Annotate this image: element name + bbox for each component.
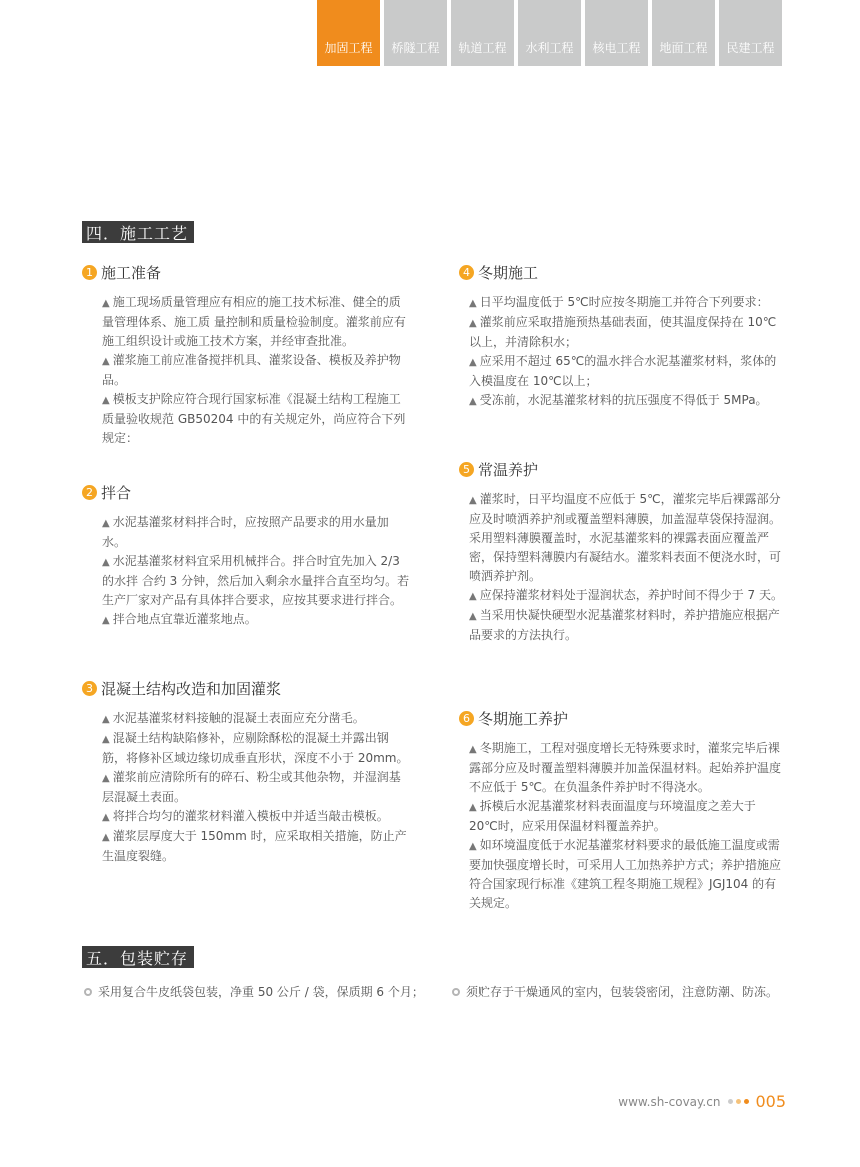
triangle-icon: ▲ [469,611,477,622]
triangle-icon: ▲ [102,734,110,745]
block-heading [82,678,412,699]
block-items [459,293,784,411]
block-1-preparation [82,262,412,448]
list-item: ▲ 受冻前，水泥基灌浆材料的抗压强度不得低于 5MPa。 [469,393,768,407]
block-title: 常温养护 [478,461,539,479]
list-item: ▲ 如环境温度低于水泥基灌浆材料要求的最低施工温度或需要加快强度增长时，可采用人工加热养护方式；养护措施应符合国家现行标准《建筑工程冬期施工规程》JGJ104 的有关规定。 [469,838,782,910]
block-2-mixing [82,482,412,630]
block-title: 拌合 [101,484,132,502]
block-heading [459,262,784,283]
triangle-icon: ▲ [102,395,110,406]
list-item: ▲ 灌浆前应采取措施预热基础表面，使其温度保持在 10℃以上，并清除积水； [469,315,777,349]
triangle-icon: ▲ [102,812,110,823]
storage-text: 须贮存于干燥通风的室内，包装袋密闭，注意防潮、防冻。 [466,985,779,999]
list-item: ▲ 应保持灌浆材料处于湿润状态，养护时间不得少于 7 天。 [469,588,783,602]
triangle-icon: ▲ [469,396,477,407]
triangle-icon: ▲ [469,744,477,755]
number-badge: 5 [459,462,474,477]
triangle-icon: ▲ [102,714,110,725]
section-title-packaging [82,946,194,968]
list-item: ▲ 日平均温度低于 5℃时应按冬期施工并符合下列要求： [469,295,769,309]
block-6-winter-curing [459,708,784,913]
triangle-icon: ▲ [102,832,110,843]
triangle-icon: ▲ [469,357,477,368]
packaging-left [84,983,424,1000]
tab-nuclear[interactable]: 核电工程 [585,0,648,66]
dot-icon [744,1099,749,1104]
triangle-icon: ▲ [102,557,110,568]
packaging-text: 采用复合牛皮纸袋包装，净重 50 公斤 / 袋，保质期 6 个月； [98,985,424,999]
list-item: ▲ 灌浆层厚度大于 150mm 时，应采取相关措施，防止产生温度裂缝。 [102,829,407,863]
list-item: ▲ 水泥基灌浆材料拌合时，应按照产品要求的用水量加水。 [102,515,389,549]
block-heading [459,708,784,729]
section-title-construction [82,221,194,243]
block-items [82,709,412,866]
number-badge: 6 [459,711,474,726]
website-link[interactable]: www.sh-covay.cn [618,1094,721,1109]
list-item: ▲ 灌浆施工前应准备搅拌机具、灌浆设备、模板及养护物品。 [102,353,401,387]
tab-water[interactable]: 水利工程 [518,0,581,66]
top-tab-bar [317,0,782,66]
block-items [459,739,784,913]
tab-reinforcement[interactable]: 加固工程 [317,0,380,66]
list-item: ▲ 当采用快凝快硬型水泥基灌浆材料时，养护措施应根据产品要求的方法执行。 [469,608,780,642]
dot-icon [736,1099,741,1104]
block-items [82,293,412,448]
section-title-text: 四．施工工艺 [86,223,189,243]
number-badge: 4 [459,265,474,280]
section-title-text: 五．包装贮存 [86,948,189,968]
triangle-icon: ▲ [469,495,477,506]
triangle-icon: ▲ [469,802,477,813]
block-title: 冬期施工养护 [478,710,569,728]
list-item: ▲ 水泥基灌浆材料宜采用机械拌合。拌合时宜先加入 2/3 的水拌 合约 3 分钟，然后加入剩余水量拌合直至均匀。若生产厂家对产品有具体拌合要求，应按其要求进行拌合。 [102,554,410,607]
list-item: ▲ 拆模后水泥基灌浆材料表面温度与环境温度之差大于 20℃时，应采用保温材料覆盖养护。 [469,799,756,833]
triangle-icon: ▲ [102,356,110,367]
block-5-normal-curing [459,459,784,645]
list-item: ▲ 灌浆时，日平均温度不应低于 5℃，灌浆完毕后裸露部分应及时喷洒养护剂或覆盖塑料薄膜，加盖湿草袋保持湿润。采用塑料薄膜覆盖时，水泥基灌浆料的裸露表面应覆盖严密，保持塑料薄膜内有凝结水。灌浆料表面不便浇水时，可喷洒养护剂。 [469,492,782,583]
triangle-icon: ▲ [469,318,477,329]
list-item: ▲ 模板支护除应符合现行国家标准《混凝土结构工程施工质量验收规范 GB50204 中的有关规定外，尚应符合下列规定： [102,392,406,445]
triangle-icon: ▲ [469,591,477,602]
block-heading [82,482,412,503]
block-heading [459,459,784,480]
packaging-right [452,983,778,1000]
list-item: ▲ 混凝土结构缺陷修补，应剔除酥松的混凝土并露出钢筋，将修补区域边缘切成垂直形状，深度不小于 20mm。 [102,731,409,765]
block-4-winter-construction [459,262,784,411]
triangle-icon: ▲ [102,298,110,309]
page-number: 005 [755,1092,786,1111]
triangle-icon: ▲ [102,615,110,626]
tab-rail[interactable]: 轨道工程 [451,0,514,66]
block-title: 冬期施工 [478,264,539,282]
list-item: ▲ 冬期施工，工程对强度增长无特殊要求时，灌浆完毕后裸露部分应及时覆盖塑料薄膜并加盖保温材料。起始养护温度不应低于 5℃。在负温条件养护时不得浇水。 [469,741,782,794]
number-badge: 2 [82,485,97,500]
tab-bridge-tunnel[interactable]: 桥隧工程 [384,0,447,66]
list-item: ▲ 施工现场质量管理应有相应的施工技术标准、健全的质量管理体系、施工质 量控制和质量检验制度。灌浆前应有施工组织设计或施工技术方案，并经审查批准。 [102,295,406,348]
block-items [459,490,784,645]
block-title: 混凝土结构改造和加固灌浆 [101,680,282,698]
triangle-icon: ▲ [469,841,477,852]
list-item: ▲ 将拌合均匀的灌浆材料灌入模板中并适当敲击模板。 [102,809,389,823]
bullet-ring-icon [84,988,92,996]
number-badge: 1 [82,265,97,280]
triangle-icon: ▲ [469,298,477,309]
tab-ground[interactable]: 地面工程 [652,0,715,66]
list-item: ▲ 灌浆前应清除所有的碎石、粉尘或其他杂物，并湿润基层混凝土表面。 [102,770,401,804]
block-3-structural-grouting [82,678,412,866]
list-item: ▲ 水泥基灌浆材料接触的混凝土表面应充分凿毛。 [102,711,365,725]
list-item: ▲ 拌合地点宜靠近灌浆地点。 [102,612,257,626]
triangle-icon: ▲ [102,773,110,784]
page-footer [618,1092,786,1111]
block-heading [82,262,412,283]
block-items [82,513,412,630]
block-title: 施工准备 [101,264,162,282]
triangle-icon: ▲ [102,518,110,529]
dot-icon [728,1099,733,1104]
tab-civil[interactable]: 民建工程 [719,0,782,66]
list-item: ▲ 应采用不超过 65℃的温水拌合水泥基灌浆材料，浆体的入模温度在 10℃以上； [469,354,777,388]
bullet-ring-icon [452,988,460,996]
number-badge: 3 [82,681,97,696]
